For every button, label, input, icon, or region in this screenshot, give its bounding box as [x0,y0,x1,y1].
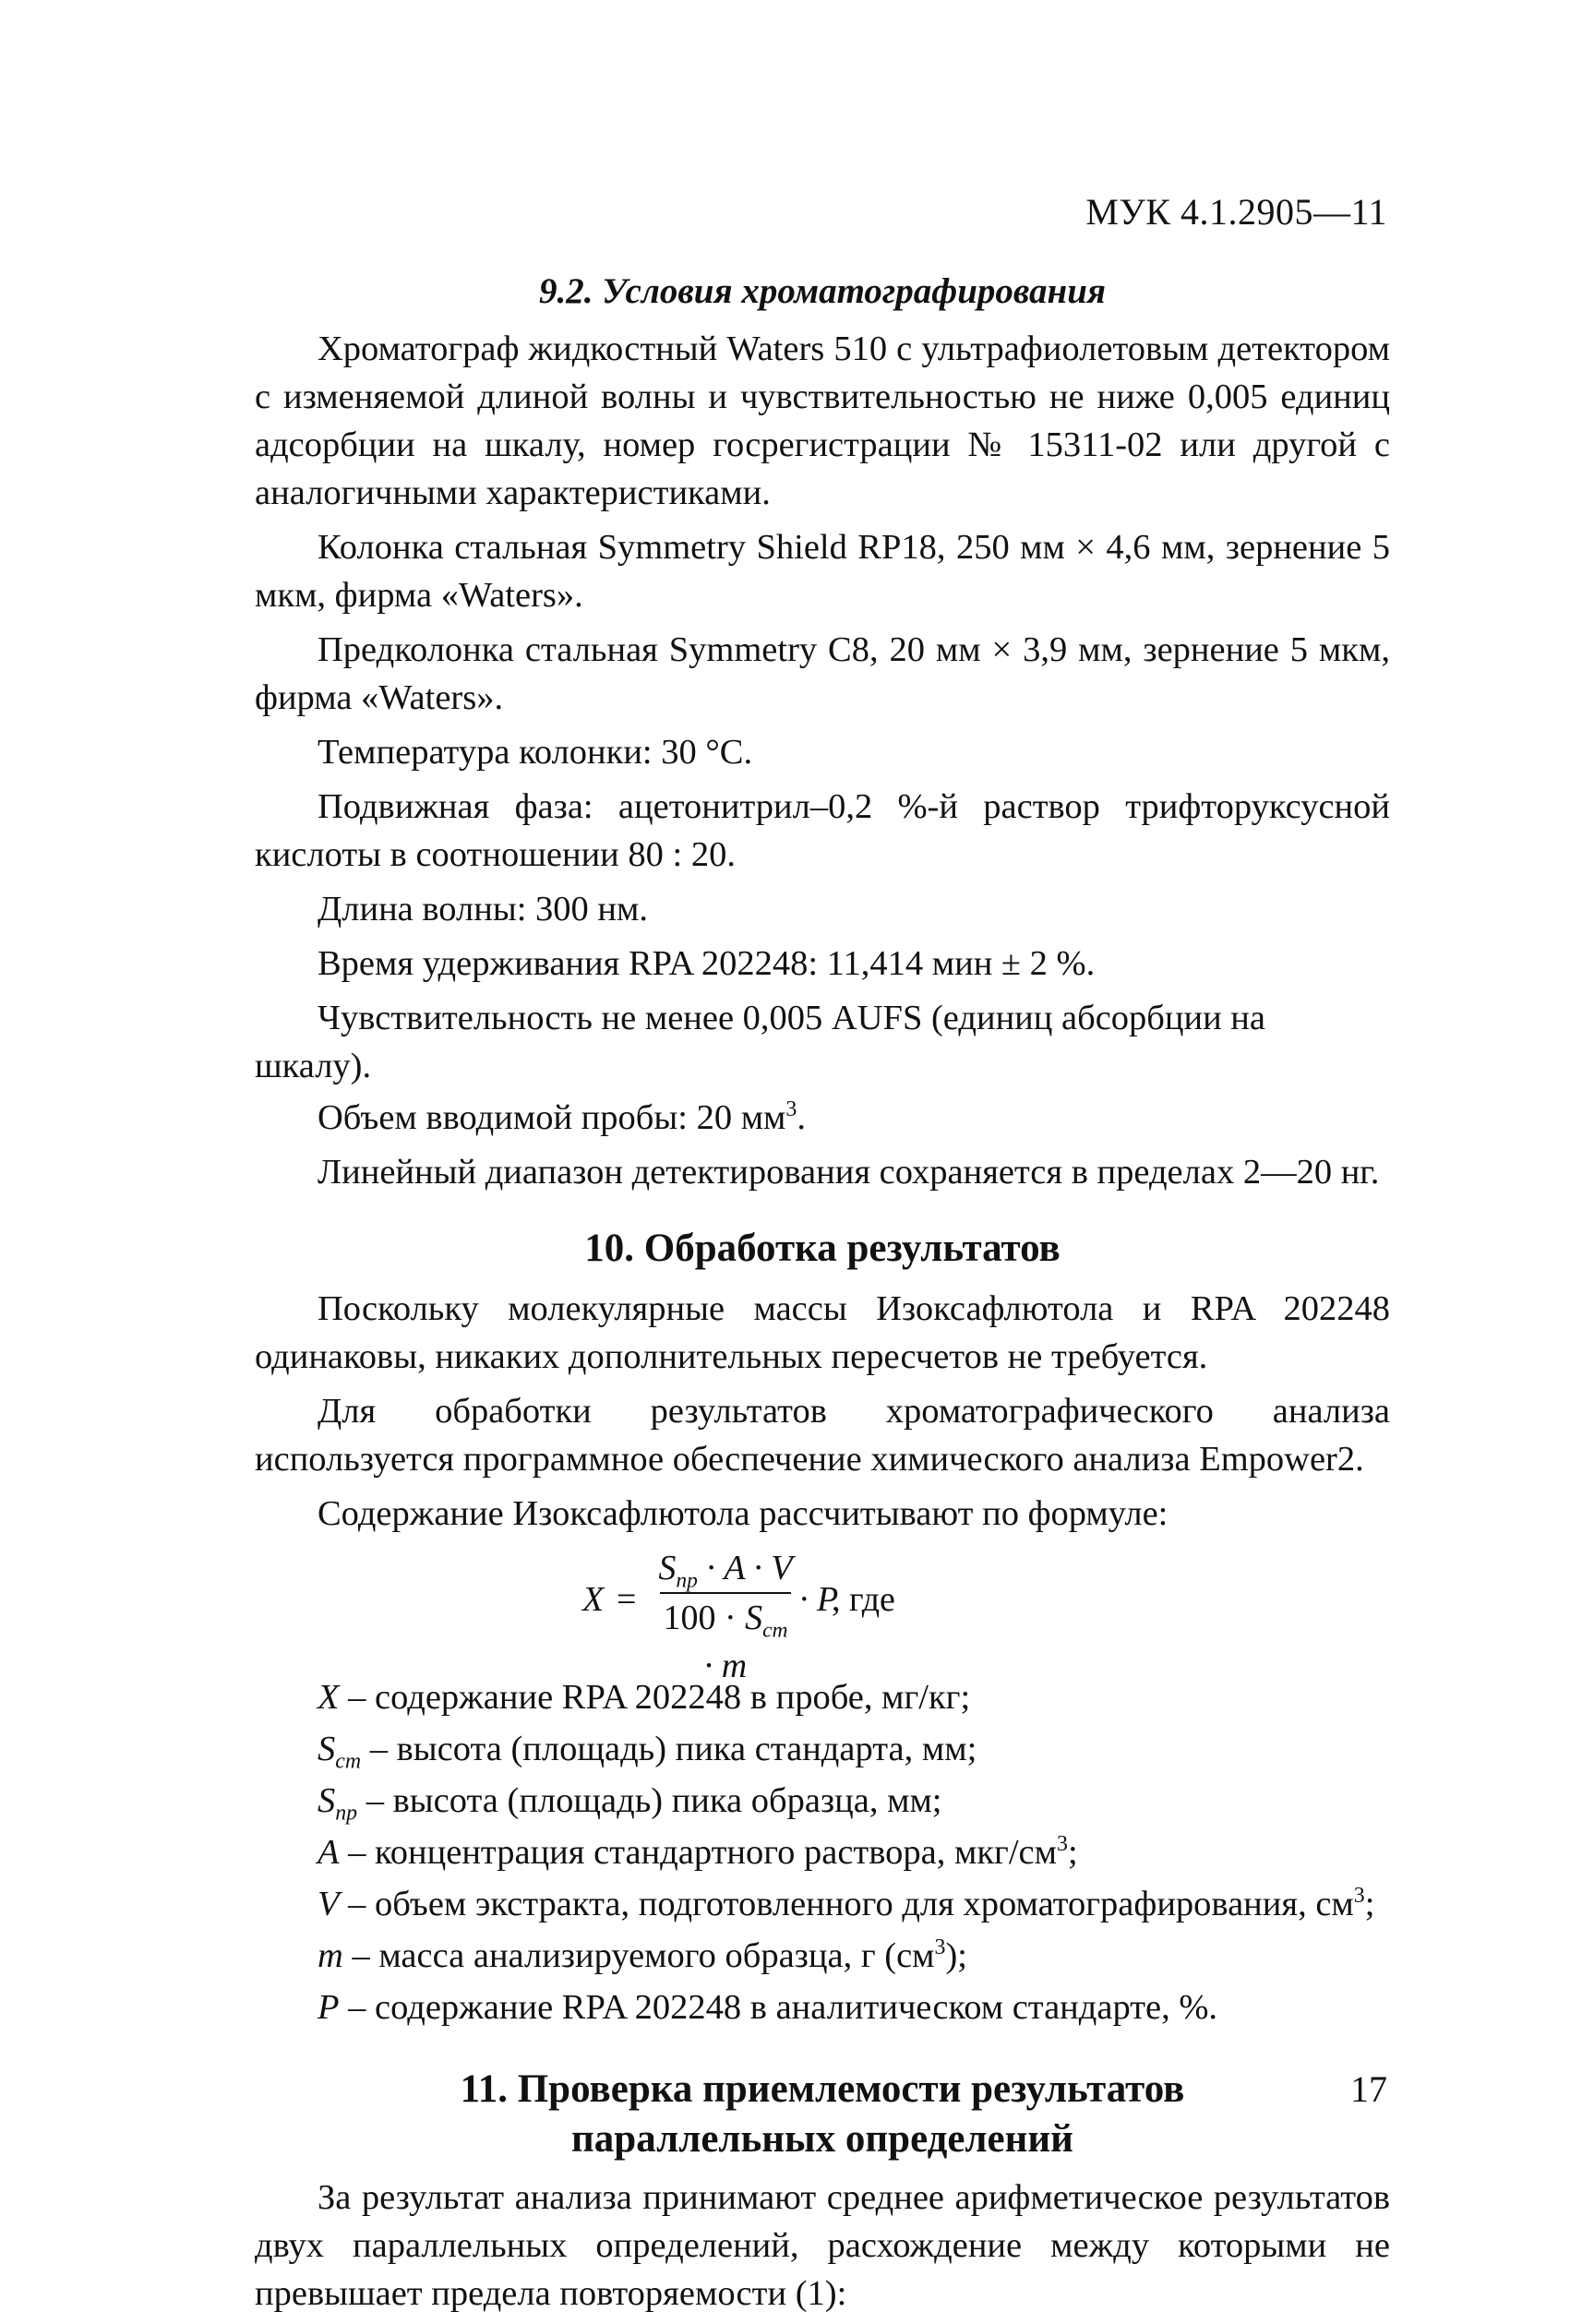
definition-superscript: 3 [934,1935,946,1960]
page-content [255,268,1390,2324]
definition-text: – объем экстракта, подготовленного для хроматографирования, см [339,1885,1354,1923]
definition-superscript: 3 [1057,1832,1068,1857]
injection-volume-superscript: 3 [785,1097,797,1122]
definition-line [255,1725,1390,1773]
paragraph-injection-volume [255,1094,1390,1142]
section-9-2-title: 9.2. Условия хроматографирования [539,271,1106,311]
definition-symbol: S [318,1781,336,1820]
definition-tail: ; [1364,1885,1375,1923]
definition-line [255,1932,1390,1980]
formula-multiplier: · P [799,1580,839,1619]
formula-den-symbol: S [745,1599,763,1637]
injection-volume-end: . [797,1098,806,1137]
paragraph-precolumn: Предколонка стальная Symmetry C8, 20 мм × 3,9 мм, зернение 5 мкм, фирма «Waters». [255,630,1390,717]
paragraph-molecular-mass: Поскольку молекулярные массы Изоксафлютола и RPA 202248 одинаковы, никаких дополнительных пересчетов не требуется. [255,1289,1390,1376]
formula-num-subscript: пр [676,1568,698,1593]
formula-den-subscript: ст [762,1618,788,1643]
definition-subscript: пр [335,1801,358,1826]
formula-denominator [656,1594,795,1685]
page-number: 17 [1350,2068,1387,2110]
injection-volume-text: Объем вводимой пробы: 20 мм [318,1098,786,1137]
formula-equals: = [617,1580,637,1619]
formula-den-rest: · m [703,1647,748,1685]
definition-line [255,1880,1390,1928]
definition-text: – содержание RPA 202248 в аналитическом стандарте, %. [339,1988,1218,2027]
definition-line [255,1983,1390,2031]
definition-text: – высота (площадь) пика стандарта, мм; [361,1730,977,1768]
formula-lhs: X [582,1580,605,1619]
definition-text: – масса анализируемого образца, г (см [342,1936,935,1975]
definition-symbol: P [318,1988,340,2027]
paragraph-chromatograph: Хроматограф жидкостный Waters 510 с ультрафиолетовым детектором с изменяемой длиной волны и чувствительностью не ниже 0,005 единиц адсорбции на шкалу, номер госрегистрации № 15311-02 или другой с аналогичными характеристиками. [255,329,1390,512]
definition-text: – содержание RPA 202248 в пробе, мг/кг; [339,1678,971,1717]
formula-numerator [656,1544,795,1592]
formula-den-prefix: 100 · [663,1599,746,1637]
paragraph-result-acceptance: За результат анализа принимают среднее арифметическое результатов двух параллельных определений, расхождение между которыми не превышает предела повторяемости (1): [255,2178,1390,2313]
definition-symbol: V [318,1885,340,1923]
definition-symbol: A [318,1833,340,1872]
definition-symbol: S [318,1730,336,1768]
formula-fraction [656,1544,795,1685]
paragraph-column: Колонка стальная Symmetry Shield RP18, 250 мм × 4,6 мм, зернение 5 мкм, фирма «Waters». [255,528,1390,615]
paragraph-column-temperature: Температура колонки: 30 °С. [318,733,753,772]
definition-text: – концентрация стандартного раствора, мкг/см [339,1833,1057,1872]
definition-line [255,1828,1390,1876]
paragraph-linear-range: Линейный диапазон детектирования сохраняется в пределах 2—20 нг. [318,1153,1380,1192]
definition-superscript: 3 [1353,1884,1365,1909]
paragraph-wavelength: Длина волны: 300 нм. [318,890,649,928]
definition-symbol: m [318,1936,343,1975]
variable-definitions [255,1673,1390,2031]
section-10-title: 10. Обработка результатов [584,1227,1061,1270]
definition-tail: ; [1067,1833,1078,1872]
section-11-title-line2: параллельных определений [571,2117,1073,2161]
content-formula [255,1544,1390,1685]
paragraph-software: Для обработки результатов хроматографического анализа используется программное обеспечение химического анализа Empower2. [255,1392,1390,1479]
formula-num-symbol: S [658,1549,677,1587]
definition-symbol: X [318,1678,340,1717]
formula-where: , где [832,1580,895,1619]
definition-tail: ); [945,1936,967,1975]
definition-subscript: ст [335,1749,362,1774]
paragraph-sensitivity: Чувствительность не менее 0,005 AUFS (единиц абсорбции на шкалу). [255,999,1265,1085]
paragraph-formula-intro: Содержание Изоксафлютола рассчитывают по формуле: [318,1494,1169,1533]
definition-text: – высота (площадь) пика образца, мм; [357,1781,942,1820]
section-11-title-line1: 11. Проверка приемлемости результатов [460,2067,1185,2111]
definition-line [255,1673,1390,1721]
paragraph-mobile-phase: Подвижная фаза: ацетонитрил–0,2 %-й раствор трифторуксусной кислоты в соотношении 80 : 20. [255,787,1390,874]
formula-num-rest: · A · V [697,1549,793,1587]
definition-line [255,1777,1390,1825]
document-code: МУК 4.1.2905—11 [1085,191,1387,233]
paragraph-retention-time: Время удерживания RPA 202248: 11,414 мин ± 2 %. [318,944,1096,983]
